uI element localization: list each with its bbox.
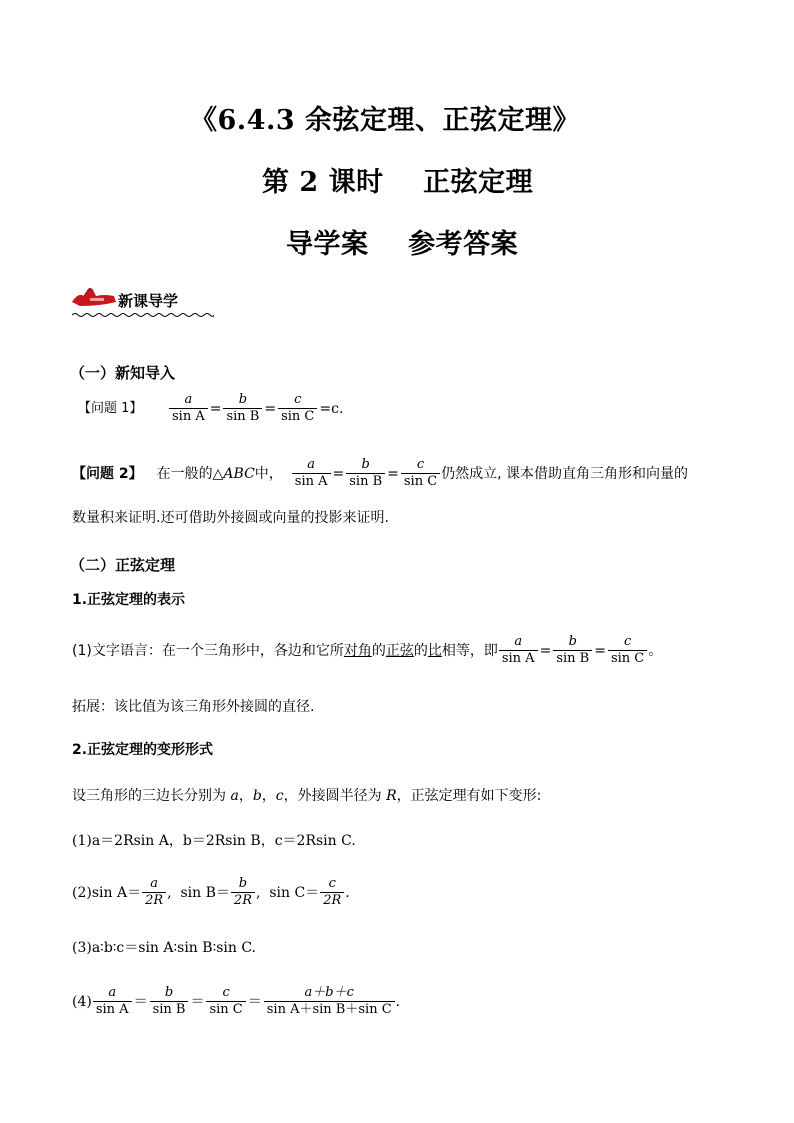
q1-frac-c: $\frac{c}{\text{sin C}}$ bbox=[278, 392, 317, 425]
text-language-line: (1)文字语言：在一个三角形中，各边和它所 对角 的 正弦 的 比 相等，即 $\frac{a}{\text{sin A}}$ = $\frac{b}{\text{sin B}}$ = $\frac{c}{\text{sin C}}$ 。 bbox=[72, 634, 663, 666]
law-frac-c: $\frac{c}{\text{sin C}}$ bbox=[608, 634, 647, 667]
v4-frac-a: $\frac{a}{\text{sin A}}$ bbox=[93, 985, 132, 1018]
q1-frac-a: $\frac{a}{\text{sin A}}$ bbox=[169, 392, 208, 425]
underline-bi: 比 bbox=[427, 642, 442, 659]
variant-1: (1)a＝2Rsin A，b＝2Rsin B，c＝2Rsin C. bbox=[72, 833, 356, 849]
question-1: 【问题 1】 $\frac{a}{\text{sin A}}$ = $\frac{b}{\text{sin B}}$ = $\frac{c}{\text{sin C}}$ =c. bbox=[78, 392, 344, 424]
banner-wavy-underline bbox=[72, 312, 214, 318]
underline-zhengxian: 正弦 bbox=[385, 642, 414, 659]
q1-frac-b: $\frac{b}{\text{sin B}}$ bbox=[223, 392, 262, 425]
variant-2: (2)sin A＝ $\frac{a}{2R}$ , sin B＝ $\frac{b}{2R}$ , sin C＝ $\frac{c}{2R}$ . bbox=[72, 876, 350, 908]
title-line-2: 第 2 课时 正弦定理 bbox=[262, 167, 534, 198]
v4-frac-sum: $\frac{a+b+c}{\text{sin A＋sin B＋sin C}}$ bbox=[264, 985, 395, 1018]
underline-duijiao: 对角 bbox=[343, 642, 372, 659]
subheading-2: 2.正弦定理的变形形式 bbox=[72, 742, 214, 758]
v4-frac-b: $\frac{b}{\text{sin B}}$ bbox=[150, 985, 189, 1018]
hand-pointer-banner-icon bbox=[70, 282, 118, 312]
extension-note: 拓展：该比值为该三角形外接圆的直径. bbox=[72, 699, 315, 715]
v2-frac-a: $\frac{a}{2R}$ bbox=[142, 876, 166, 909]
q1-tail: =c. bbox=[319, 400, 344, 417]
title-line-3: 导学案 参考答案 bbox=[286, 229, 519, 260]
title-line-1: 《6.4.3 余弦定理、正弦定理》 bbox=[190, 105, 581, 136]
v2-frac-c: $\frac{c}{2R}$ bbox=[320, 876, 344, 909]
q2-frac-a: $\frac{a}{\text{sin A}}$ bbox=[292, 457, 331, 490]
q2-tail: 仍然成立, 课本借助直角三角形和向量的 bbox=[441, 465, 689, 482]
q1-label: 【问题 1】 bbox=[78, 400, 143, 416]
q2-line-2: 数量积来证明.还可借助外接圆或向量的投影来证明. bbox=[72, 510, 389, 526]
banner-label: 新课导学 bbox=[118, 292, 179, 310]
part2-heading: （二）正弦定理 bbox=[70, 556, 176, 574]
law-frac-a: $\frac{a}{\text{sin A}}$ bbox=[499, 634, 538, 667]
v2-frac-b: $\frac{b}{2R}$ bbox=[231, 876, 255, 909]
part1-heading: （一）新知导入 bbox=[70, 364, 176, 382]
q2-label: 【问题 2】 bbox=[72, 465, 143, 482]
q2-frac-c: $\frac{c}{\text{sin C}}$ bbox=[401, 457, 440, 490]
law-frac-b: $\frac{b}{\text{sin B}}$ bbox=[553, 634, 592, 667]
variant-intro: 设三角形的三边长分别为 a，b，c，外接圆半径为 R，正弦定理有如下变形: bbox=[72, 788, 542, 804]
v4-frac-c: $\frac{c}{\text{sin C}}$ bbox=[206, 985, 245, 1018]
variant-3: (3)a∶b∶c＝sin A∶sin B∶sin C. bbox=[72, 940, 257, 956]
q2-frac-b: $\frac{b}{\text{sin B}}$ bbox=[346, 457, 385, 490]
question-2: 【问题 2】 在一般的△ ABC 中， $\frac{a}{\text{sin A}}$ = $\frac{b}{\text{sin B}}$ = $\frac{c}{\text{sin C}}$ 仍然成立, 课本借助直角三角形和向量的 bbox=[72, 457, 689, 489]
variant-4: (4) $\frac{a}{\text{sin A}}$ ＝ $\frac{b}{\text{sin B}}$ ＝ $\frac{c}{\text{sin C}}$ ＝ $\frac{a+b+c}{\text{sin A＋sin B＋sin C}}$ . bbox=[72, 985, 401, 1017]
subheading-1: 1.正弦定理的表示 bbox=[72, 592, 186, 608]
